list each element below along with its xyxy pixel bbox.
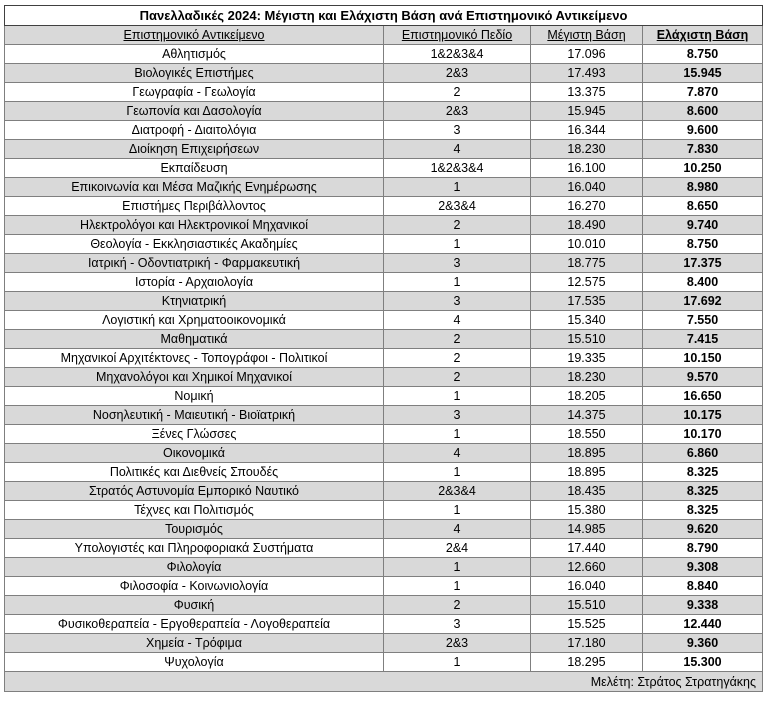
cell-min: 8.650 (643, 197, 763, 216)
cell-subject: Γεωπονία και Δασολογία (5, 102, 384, 121)
cell-subject: Τουρισμός (5, 520, 384, 539)
cell-min: 8.750 (643, 45, 763, 64)
cell-field: 1 (384, 558, 531, 577)
column-header-min: Ελάχιστη Βάση (643, 26, 763, 45)
cell-field: 1 (384, 178, 531, 197)
cell-min: 10.150 (643, 349, 763, 368)
table-row (5, 501, 763, 520)
table-row (5, 558, 763, 577)
cell-min: 9.600 (643, 121, 763, 140)
cell-min: 17.692 (643, 292, 763, 311)
cell-max: 16.270 (531, 197, 643, 216)
cell-max: 18.550 (531, 425, 643, 444)
cell-field: 3 (384, 292, 531, 311)
table-row (5, 83, 763, 102)
cell-field: 1&2&3&4 (384, 45, 531, 64)
table-row (5, 368, 763, 387)
cell-subject: Ξένες Γλώσσες (5, 425, 384, 444)
cell-field: 2&4 (384, 539, 531, 558)
cell-field: 2&3 (384, 64, 531, 83)
table-row (5, 444, 763, 463)
cell-max: 16.040 (531, 178, 643, 197)
cell-min: 7.830 (643, 140, 763, 159)
cell-field: 1&2&3&4 (384, 159, 531, 178)
cell-min: 10.250 (643, 159, 763, 178)
cell-max: 15.380 (531, 501, 643, 520)
cell-subject: Ιατρική - Οδοντιατρική - Φαρμακευτική (5, 254, 384, 273)
cell-field: 2&3 (384, 102, 531, 121)
cell-subject: Υπολογιστές και Πληροφοριακά Συστήματα (5, 539, 384, 558)
cell-field: 1 (384, 501, 531, 520)
cell-field: 3 (384, 615, 531, 634)
cell-subject: Μαθηματικά (5, 330, 384, 349)
cell-max: 15.510 (531, 330, 643, 349)
cell-min: 8.750 (643, 235, 763, 254)
cell-max: 16.040 (531, 577, 643, 596)
cell-field: 3 (384, 406, 531, 425)
cell-max: 14.375 (531, 406, 643, 425)
cell-subject: Τέχνες και Πολιτισμός (5, 501, 384, 520)
cell-field: 2 (384, 330, 531, 349)
column-header-subject: Επιστημονικό Αντικείμενο (5, 26, 384, 45)
cell-subject: Φιλοσοφία - Κοινωνιολογία (5, 577, 384, 596)
header-row (5, 26, 763, 45)
cell-subject: Νοσηλευτική - Μαιευτική - Βιοϊατρική (5, 406, 384, 425)
cell-subject: Χημεία - Τρόφιμα (5, 634, 384, 653)
cell-subject: Μηχανικοί Αρχιτέκτονες - Τοπογράφοι - Πολιτικοί (5, 349, 384, 368)
cell-subject: Επικοινωνία και Μέσα Μαζικής Ενημέρωσης (5, 178, 384, 197)
cell-min: 8.325 (643, 482, 763, 501)
cell-min: 15.300 (643, 653, 763, 672)
cell-min: 8.840 (643, 577, 763, 596)
cell-subject: Αθλητισμός (5, 45, 384, 64)
column-header-max: Μέγιστη Βάση (531, 26, 643, 45)
cell-min: 9.570 (643, 368, 763, 387)
cell-field: 3 (384, 254, 531, 273)
cell-subject: Διοίκηση Επιχειρήσεων (5, 140, 384, 159)
cell-max: 14.985 (531, 520, 643, 539)
column-header-field: Επιστημονικό Πεδίο (384, 26, 531, 45)
cell-max: 12.575 (531, 273, 643, 292)
table-row (5, 463, 763, 482)
cell-min: 7.870 (643, 83, 763, 102)
cell-field: 2 (384, 368, 531, 387)
cell-field: 4 (384, 140, 531, 159)
cell-max: 17.440 (531, 539, 643, 558)
cell-subject: Φυσική (5, 596, 384, 615)
cell-subject: Πολιτικές και Διεθνείς Σπουδές (5, 463, 384, 482)
table-row (5, 596, 763, 615)
cell-field: 1 (384, 387, 531, 406)
cell-max: 17.180 (531, 634, 643, 653)
cell-field: 2&3&4 (384, 482, 531, 501)
table-row (5, 425, 763, 444)
cell-field: 4 (384, 520, 531, 539)
cell-subject: Ιστορία - Αρχαιολογία (5, 273, 384, 292)
cell-min: 9.338 (643, 596, 763, 615)
cell-min: 15.945 (643, 64, 763, 83)
cell-max: 15.340 (531, 311, 643, 330)
table-row (5, 121, 763, 140)
cell-subject: Νομική (5, 387, 384, 406)
cell-min: 17.375 (643, 254, 763, 273)
cell-max: 15.525 (531, 615, 643, 634)
table-row (5, 178, 763, 197)
cell-field: 2&3 (384, 634, 531, 653)
cell-subject: Διατροφή - Διαιτολόγια (5, 121, 384, 140)
cell-max: 18.230 (531, 368, 643, 387)
cell-field: 4 (384, 444, 531, 463)
cell-min: 8.980 (643, 178, 763, 197)
cell-min: 16.650 (643, 387, 763, 406)
cell-max: 16.344 (531, 121, 643, 140)
cell-min: 10.175 (643, 406, 763, 425)
cell-min: 7.415 (643, 330, 763, 349)
cell-max: 10.010 (531, 235, 643, 254)
cell-field: 1 (384, 577, 531, 596)
cell-subject: Φιλολογία (5, 558, 384, 577)
table-row (5, 615, 763, 634)
cell-max: 12.660 (531, 558, 643, 577)
cell-field: 1 (384, 235, 531, 254)
cell-max: 18.895 (531, 444, 643, 463)
cell-max: 13.375 (531, 83, 643, 102)
cell-field: 2 (384, 596, 531, 615)
table-row (5, 64, 763, 83)
table-row (5, 140, 763, 159)
cell-field: 2&3&4 (384, 197, 531, 216)
cell-min: 9.740 (643, 216, 763, 235)
table-row (5, 45, 763, 64)
cell-max: 18.295 (531, 653, 643, 672)
table-row (5, 520, 763, 539)
table-body (5, 45, 763, 672)
table-row (5, 387, 763, 406)
cell-field: 1 (384, 463, 531, 482)
table-row (5, 292, 763, 311)
cell-max: 17.493 (531, 64, 643, 83)
cell-field: 1 (384, 653, 531, 672)
table-row (5, 330, 763, 349)
cell-min: 9.308 (643, 558, 763, 577)
cell-subject: Εκπαίδευση (5, 159, 384, 178)
cell-min: 6.860 (643, 444, 763, 463)
cell-subject: Επιστήμες Περιβάλλοντος (5, 197, 384, 216)
cell-subject: Στρατός Αστυνομία Εμπορικό Ναυτικό (5, 482, 384, 501)
cell-max: 18.490 (531, 216, 643, 235)
cell-subject: Ψυχολογία (5, 653, 384, 672)
table-row (5, 577, 763, 596)
cell-field: 1 (384, 273, 531, 292)
table-row (5, 159, 763, 178)
cell-max: 18.775 (531, 254, 643, 273)
cell-subject: Ηλεκτρολόγοι και Ηλεκτρονικοί Μηχανικοί (5, 216, 384, 235)
cell-field: 2 (384, 349, 531, 368)
cell-min: 9.360 (643, 634, 763, 653)
table-row (5, 311, 763, 330)
title-row (5, 6, 763, 26)
table-row (5, 349, 763, 368)
cell-min: 7.550 (643, 311, 763, 330)
cell-min: 9.620 (643, 520, 763, 539)
table-row (5, 102, 763, 121)
cell-subject: Λογιστική και Χρηματοοικονομικά (5, 311, 384, 330)
cell-max: 15.510 (531, 596, 643, 615)
author-credit: Μελέτη: Στράτος Στρατηγάκης (5, 672, 763, 692)
cell-min: 8.325 (643, 463, 763, 482)
cell-field: 4 (384, 311, 531, 330)
cell-min: 8.400 (643, 273, 763, 292)
table-row (5, 273, 763, 292)
cell-max: 18.230 (531, 140, 643, 159)
table-row (5, 482, 763, 501)
cell-subject: Οικονομικά (5, 444, 384, 463)
cell-min: 12.440 (643, 615, 763, 634)
cell-field: 3 (384, 121, 531, 140)
cell-min: 8.600 (643, 102, 763, 121)
cell-min: 8.790 (643, 539, 763, 558)
cell-max: 19.335 (531, 349, 643, 368)
table-row (5, 653, 763, 672)
cell-max: 16.100 (531, 159, 643, 178)
bases-table (4, 5, 763, 692)
cell-max: 18.895 (531, 463, 643, 482)
table-row (5, 197, 763, 216)
cell-min: 10.170 (643, 425, 763, 444)
cell-max: 17.096 (531, 45, 643, 64)
footer-row (5, 672, 763, 692)
cell-field: 2 (384, 83, 531, 102)
cell-subject: Βιολογικές Επιστήμες (5, 64, 384, 83)
table-row (5, 216, 763, 235)
cell-field: 2 (384, 216, 531, 235)
cell-max: 18.205 (531, 387, 643, 406)
table-row (5, 254, 763, 273)
table-row (5, 634, 763, 653)
cell-max: 15.945 (531, 102, 643, 121)
table-row (5, 539, 763, 558)
table-row (5, 406, 763, 425)
table-row (5, 235, 763, 254)
cell-subject: Κτηνιατρική (5, 292, 384, 311)
cell-subject: Μηχανολόγοι και Χημικοί Μηχανικοί (5, 368, 384, 387)
cell-subject: Θεολογία - Εκκλησιαστικές Ακαδημίες (5, 235, 384, 254)
cell-subject: Φυσικοθεραπεία - Εργοθεραπεία - Λογοθεραπεία (5, 615, 384, 634)
cell-min: 8.325 (643, 501, 763, 520)
cell-max: 17.535 (531, 292, 643, 311)
cell-field: 1 (384, 425, 531, 444)
table-title: Πανελλαδικές 2024: Μέγιστη και Ελάχιστη Βάση ανά Επιστημονικό Αντικείμενο (5, 6, 763, 26)
cell-max: 18.435 (531, 482, 643, 501)
cell-subject: Γεωγραφία - Γεωλογία (5, 83, 384, 102)
